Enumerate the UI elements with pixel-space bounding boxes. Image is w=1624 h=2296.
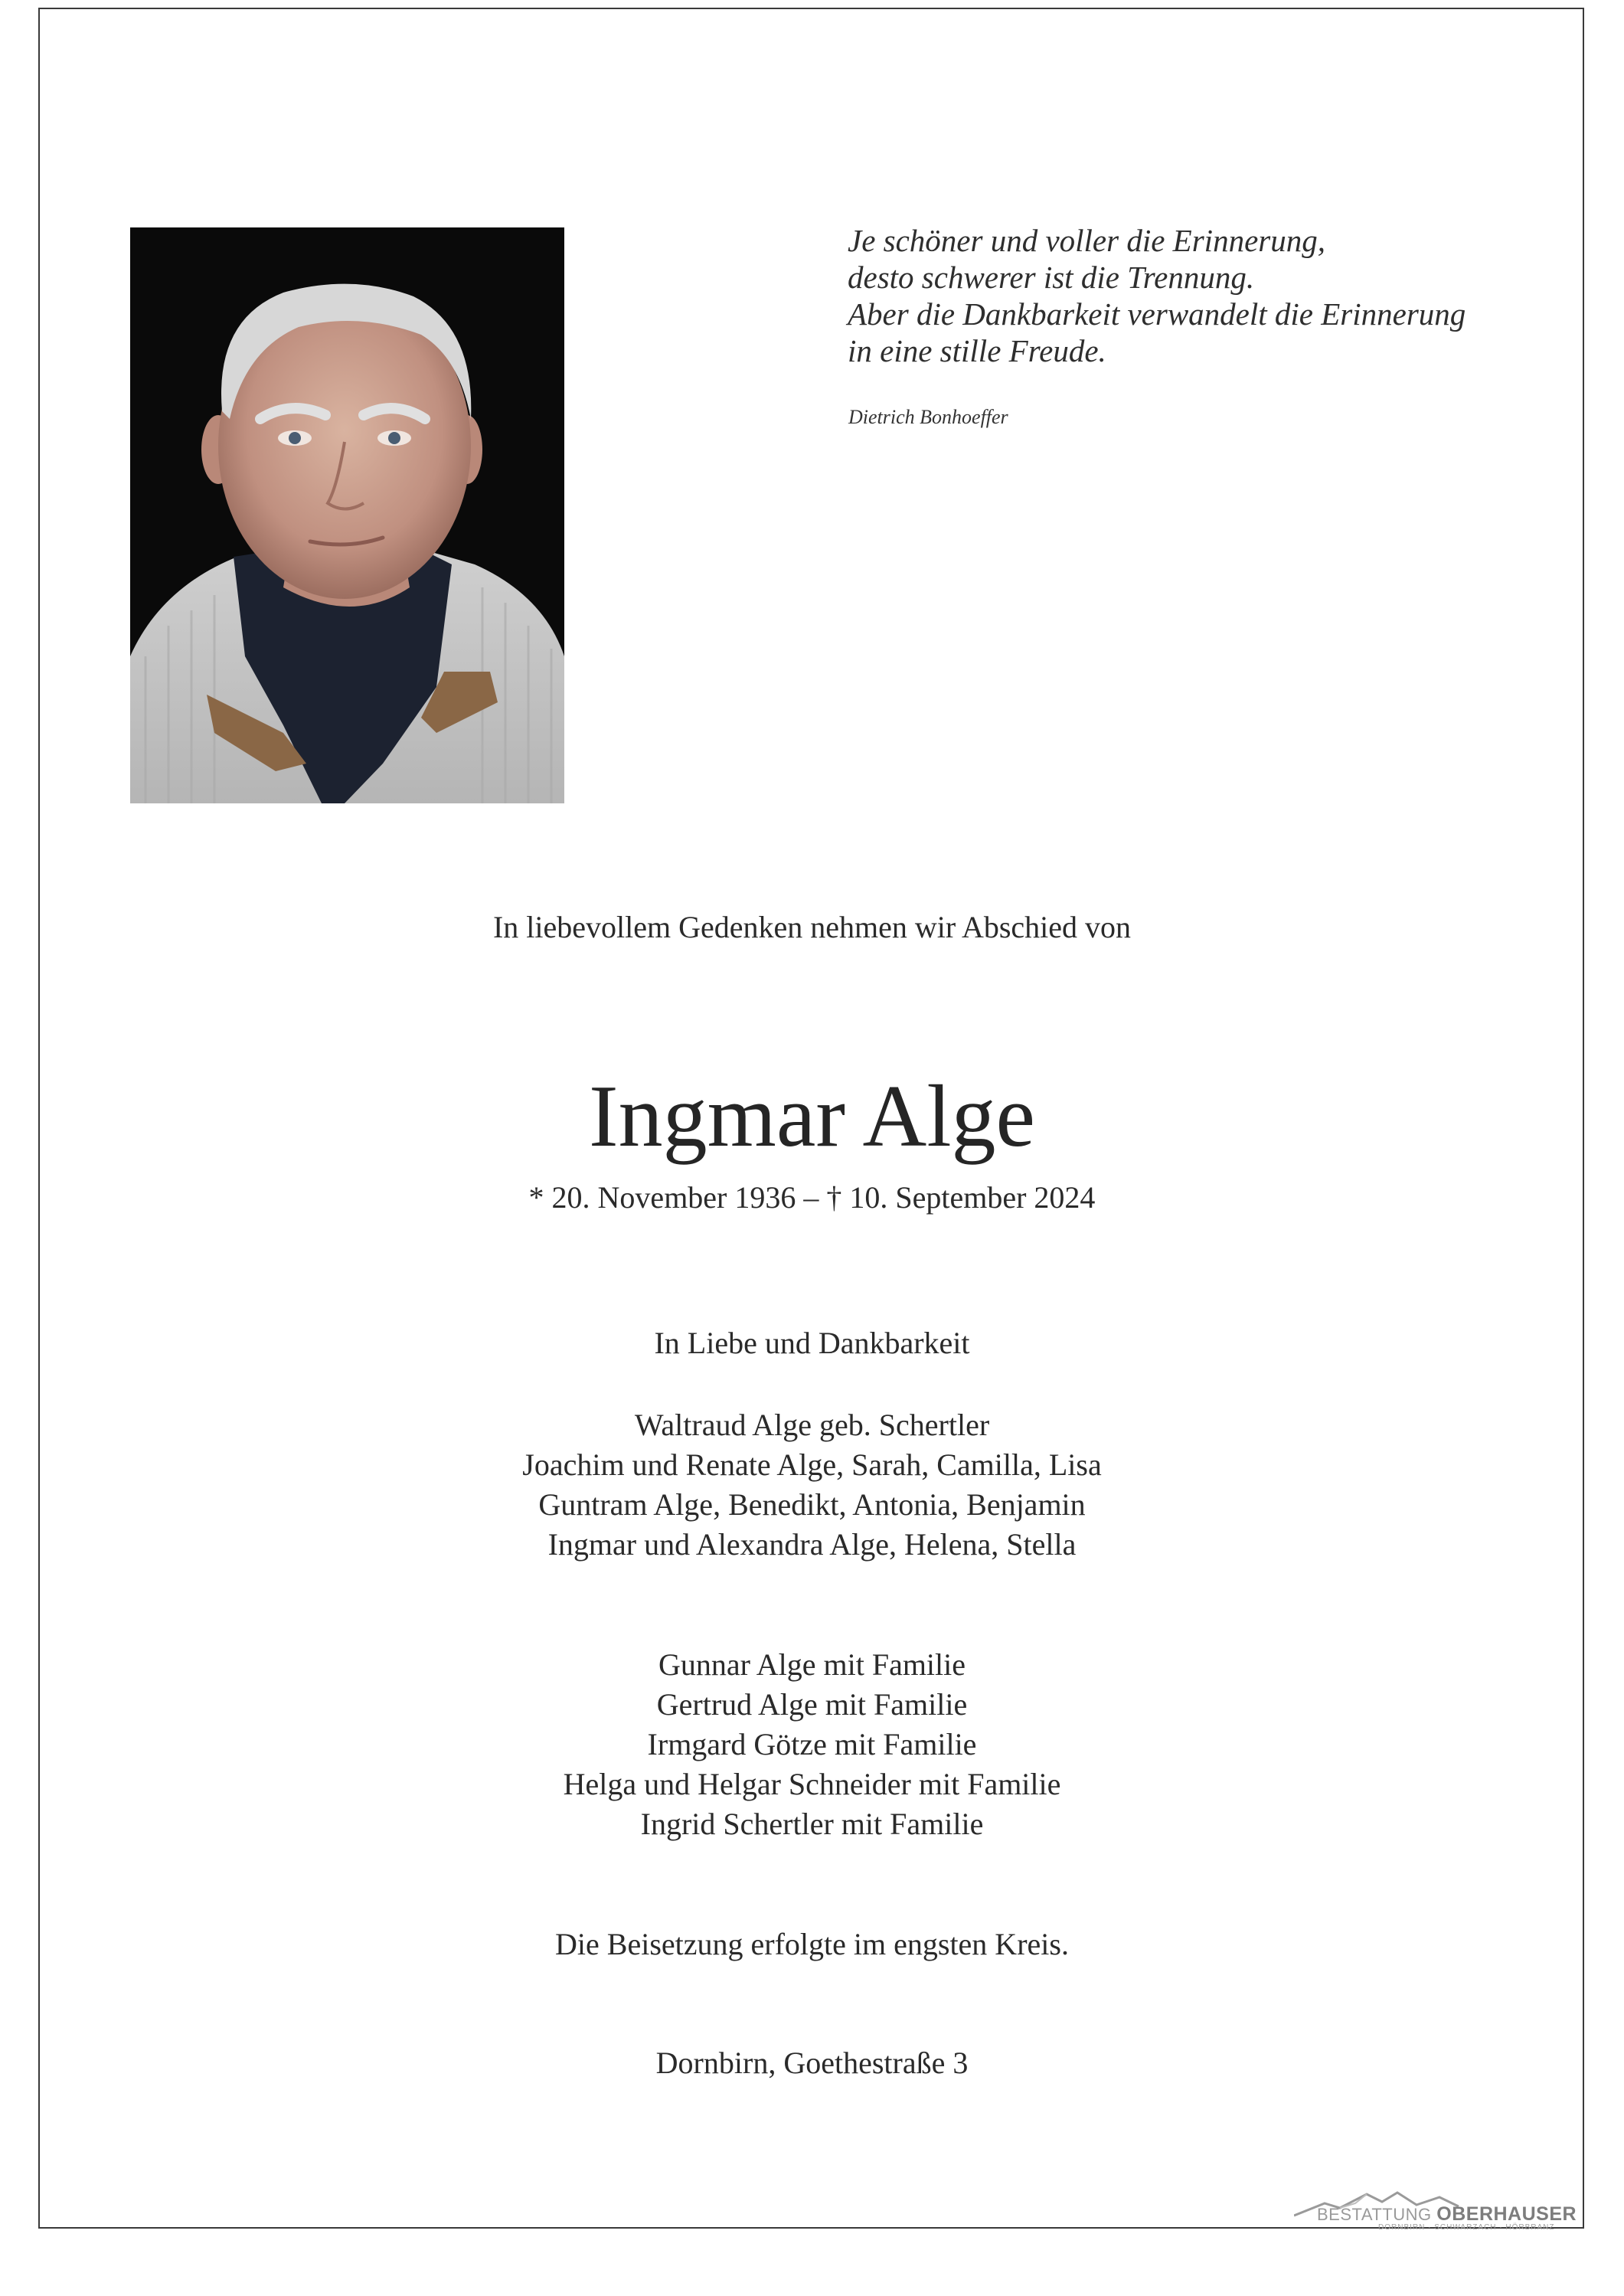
quote-line: Aber die Dankbarkeit verwandelt die Erinnerung bbox=[848, 296, 1466, 332]
close-family-list bbox=[0, 1405, 1624, 1565]
quote-line: Je schöner und voller die Erinnerung, bbox=[848, 223, 1325, 258]
extended-family-list bbox=[0, 1645, 1624, 1844]
thanks-text: In Liebe und Dankbarkeit bbox=[654, 1326, 970, 1360]
logo-wordmark bbox=[1317, 2203, 1577, 2226]
logo-brand: OBERHAUSER bbox=[1436, 2203, 1577, 2225]
mourner-line: Irmgard Götze mit Familie bbox=[647, 1727, 977, 1761]
mourner-line: Joachim und Renate Alge, Sarah, Camilla, Lisa bbox=[522, 1447, 1102, 1482]
mourner-line: Gertrud Alge mit Familie bbox=[656, 1687, 968, 1722]
mourner-line: Helga und Helgar Schneider mit Familie bbox=[563, 1767, 1061, 1801]
logo-prefix: BESTATTUNG bbox=[1317, 2205, 1432, 2224]
mourner-line: Gunnar Alge mit Familie bbox=[658, 1647, 966, 1682]
mourner-line: Guntram Alge, Benedikt, Antonia, Benjamin bbox=[538, 1487, 1086, 1522]
mourner-line: Waltraud Alge geb. Schertler bbox=[634, 1408, 990, 1442]
life-dates: * 20. November 1936 – † 10. September 2024 bbox=[528, 1180, 1096, 1215]
memorial-quote bbox=[848, 222, 1537, 369]
intro-text: In liebevollem Gedenken nehmen wir Abschied von bbox=[492, 910, 1132, 944]
funeral-home-logo bbox=[1294, 2186, 1577, 2232]
mourner-line: Ingrid Schertler mit Familie bbox=[640, 1807, 984, 1841]
deceased-name: Ingmar Alge bbox=[588, 1068, 1036, 1166]
quote-author: Dietrich Bonhoeffer bbox=[848, 406, 1008, 428]
quote-line: desto schwerer ist die Trennung. bbox=[848, 260, 1255, 295]
address: Dornbirn, Goethestraße 3 bbox=[655, 2046, 969, 2080]
burial-note: Die Beisetzung erfolgte im engsten Kreis. bbox=[555, 1927, 1069, 1961]
portrait-photo bbox=[130, 227, 564, 803]
logo-subline: DORNBIRN · SCHWARZACH · HÖRBRANZ bbox=[1378, 2223, 1555, 2232]
mourner-line: Ingmar und Alexandra Alge, Helena, Stella bbox=[547, 1527, 1077, 1562]
quote-line: in eine stille Freude. bbox=[848, 333, 1106, 368]
